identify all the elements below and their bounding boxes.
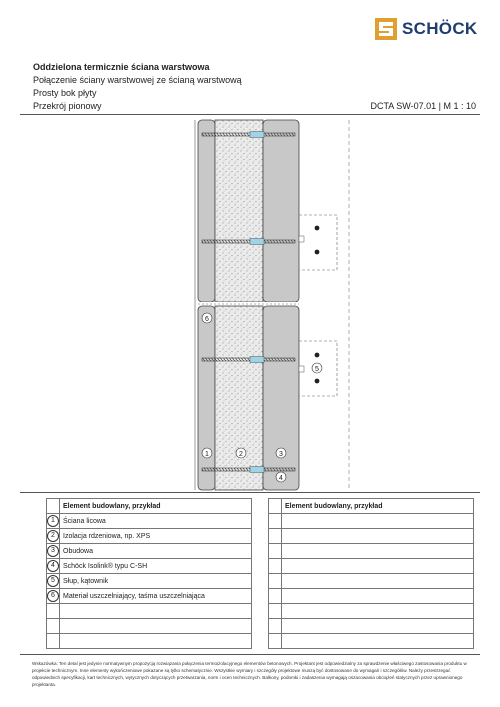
legend-row: 2 Izolacja rdzeniowa, np. XPS [47, 529, 252, 544]
lower-panel [198, 306, 299, 490]
legend-header-right: Element budowlany, przykład [282, 499, 474, 514]
lower-core-insulation [215, 306, 263, 490]
subtitle-section: Przekrój pionowy [33, 101, 102, 111]
legend-row [47, 619, 252, 634]
page-title: Oddzielona termicznie ściana warstwowa [33, 62, 210, 72]
callout-6 [202, 313, 212, 323]
callout-3 [276, 448, 286, 458]
legend-row [269, 559, 474, 574]
upper-facing-wall [198, 120, 215, 302]
legend-row: 4 Schöck Isolink® typu C-SH [47, 559, 252, 574]
legend-row [269, 529, 474, 544]
legend-row [269, 514, 474, 529]
legend-row [47, 604, 252, 619]
lower-backing-wall [263, 306, 299, 490]
legend-row [269, 574, 474, 589]
upper-panel [198, 120, 299, 302]
bracket-upper [299, 215, 337, 270]
legend-row [269, 619, 474, 634]
lower-facing-wall [198, 306, 215, 490]
svg-text:2: 2 [239, 451, 243, 458]
legend-row [269, 604, 474, 619]
upper-core-insulation [215, 120, 263, 302]
legend-table-right [268, 498, 474, 649]
legend-row: 3 Obudowa [47, 544, 252, 559]
svg-text:6: 6 [205, 316, 209, 323]
callout-2 [236, 448, 246, 458]
legend-header-row [269, 499, 474, 514]
subtitle-edge: Prosty bok płyty [33, 88, 97, 98]
legend-row: 5 Słup, kątownik [47, 574, 252, 589]
legend-row: 6 Materiał uszczelniający, taśma uszczelniająca [47, 589, 252, 604]
legend-row: 1 Ściana licowa [47, 514, 252, 529]
svg-text:4: 4 [279, 475, 283, 482]
legend-header-row [47, 499, 252, 514]
legend-row [269, 589, 474, 604]
brand-name: SCHÖCK [402, 19, 478, 38]
callout-5 [312, 363, 322, 373]
svg-text:1: 1 [205, 451, 209, 458]
drawing-bottom-rule [20, 492, 480, 493]
footer-rule [20, 654, 480, 655]
subtitle-connection: Połączenie ściany warstwowej ze ścianą warstwową [33, 75, 242, 85]
legend-row [47, 634, 252, 649]
callout-1 [202, 448, 212, 458]
legend-table-left [46, 498, 252, 649]
upper-backing-wall [263, 120, 299, 302]
callout-4 [276, 472, 286, 482]
drawing-code: DCTA SW-07.01 | M 1 : 10 [370, 101, 476, 111]
legend-row [269, 634, 474, 649]
svg-text:3: 3 [279, 451, 283, 458]
disclaimer-text: Wskazówka: Ten detal jest jedynie normatywnym propozycją rozwiązania połączenia termoizolacyjnego elementów betonowych. Projektant jest odpowiedzialny za sprawdzenie właściwego zastosowania produktu w projekcie technicznym. Inne elementy wykończeniowe pokazane są tylko schematycznie. Wszystkie wymiary i szczegóły projektowe muszą być dostosowane do wymagań i szczegółów. Należy przestrzegać odpowiednich specyfikacji, kart technicznych, wytycznych dotyczących przetwarzania, norm i ocen technicznych. Balkony, podomki i zadaszenia wymagają oszacowania obciążeń statycznych przez uprawnionego projektanta. [32, 661, 467, 687]
legend-row [269, 544, 474, 559]
svg-text:5: 5 [315, 366, 319, 373]
legend-header-left: Element budowlany, przykład [60, 499, 252, 514]
